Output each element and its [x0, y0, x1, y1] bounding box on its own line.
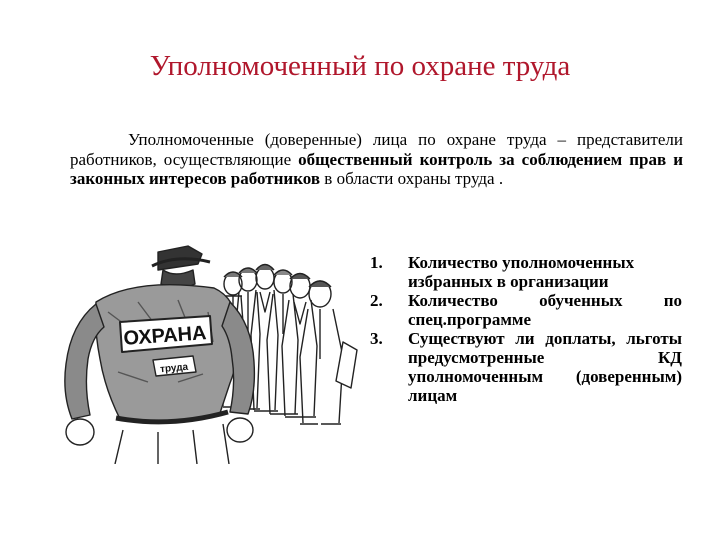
questions-list [370, 253, 682, 405]
intro-text-start: Уполномоченные (доверенные) лица по охране труда – представители работников, осуществляющие [70, 130, 683, 169]
question-item [370, 253, 682, 291]
question-item [370, 329, 682, 405]
question-text: Существуют ли доплаты, льготы предусмотренные КД уполномоченным (доверенным) лицам [408, 329, 682, 405]
intro-text-end: в области охраны труда . [320, 169, 504, 188]
guard-back-label: ОХРАНА [122, 322, 208, 350]
question-text: Количество обученных по спец.программе [408, 291, 682, 329]
question-number: 2. [370, 291, 383, 310]
question-text: Количество уполномоченных избранных в организации [408, 253, 635, 291]
question-number: 1. [370, 253, 383, 272]
guard-and-workers-illustration [28, 232, 368, 464]
slide-title: Уполномоченный по охране труда [149, 50, 571, 82]
question-item [370, 291, 682, 329]
intro-paragraph [70, 130, 683, 189]
question-number: 3. [370, 329, 383, 348]
intro-text-bold: общественный контроль за соблюдением прав и законных интересов работников [70, 149, 683, 188]
guard-patch-label: труда [159, 361, 189, 376]
guard-figure [65, 246, 255, 464]
